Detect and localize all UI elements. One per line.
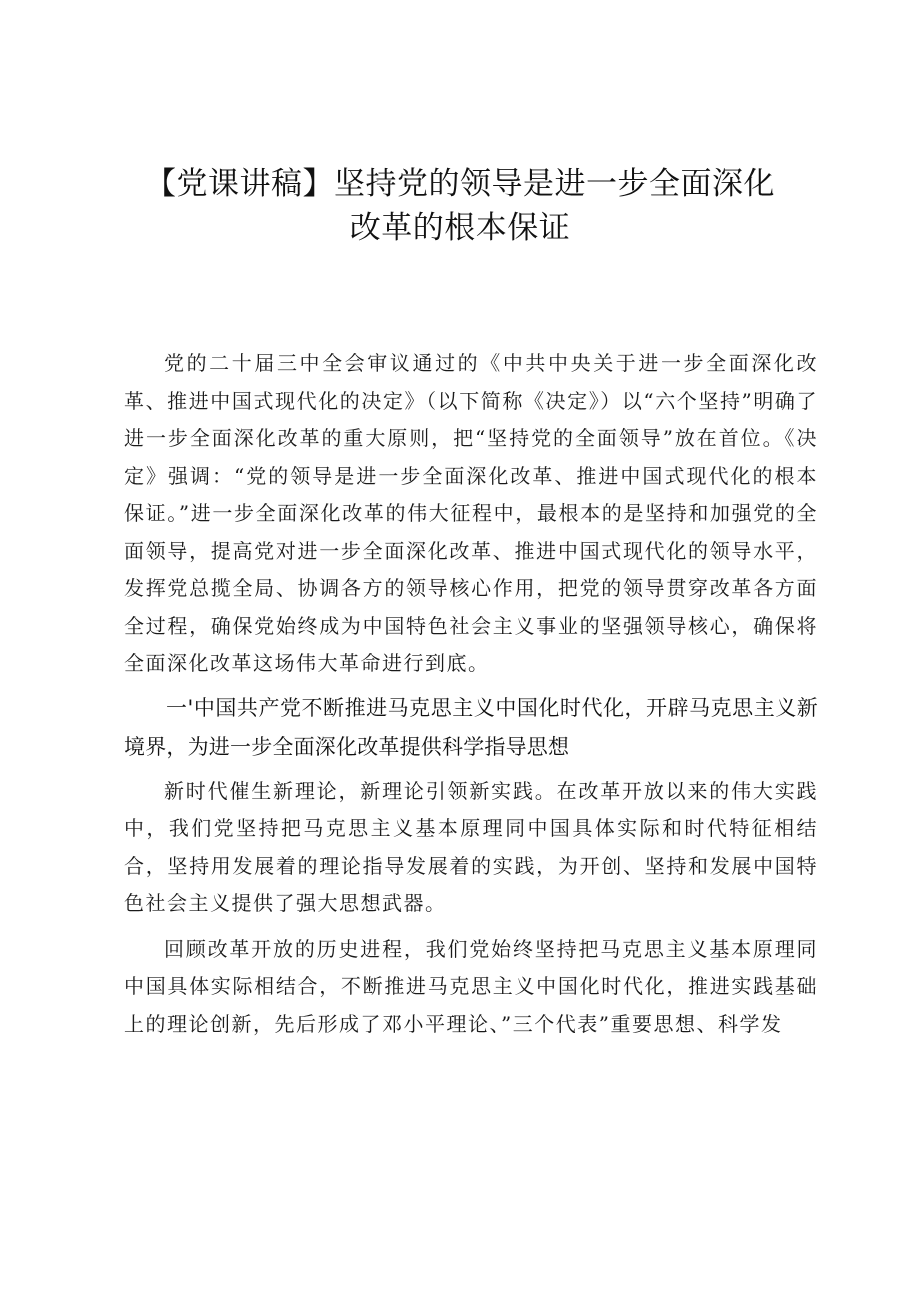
document-title xyxy=(100,162,820,250)
section-1-paragraph-2: 回顾改革开放的历史进程，我们党始终坚持把马克思主义基本原理同中国具体实际相结合，不断推进马克思主义中国化时代化，推进实践基础上的理论创新，先后形成了邓小平理论、”三个代表”重要思想、科学发 xyxy=(124,936,818,1036)
title-line-1: 【党课讲稿】坚持党的领导是进一步全面深化 xyxy=(145,166,775,202)
title-line-2: 改革的根本保证 xyxy=(349,210,571,246)
section-1-paragraph-1: 新时代催生新理论，新理论引领新实践。在改革开放以来的伟大实践中，我们党坚持把马克思主义基本原理同中国具体实际和时代特征相结合，坚持用发展着的理论指导发展着的实践，为开创、坚持和发展中国特色社会主义提供了强大思想武器。 xyxy=(124,778,818,915)
intro-paragraph: 党的二十届三中全会审议通过的《中共中央关于进一步全面深化改革、推进中国式现代化的决定》（以下简称《决定》）以“六个坚持”明确了进一步全面深化改革的重大原则，把“坚持党的全面领导”放在首位。《决定》强调：“党的领导是进一步全面深化改革、推进中国式现代化的根本保证。”进一步全面深化改革的伟大征程中，最根本的是坚持和加强党的全面领导，提高党对进一步全面深化改革、推进中国式现代化的领导水平，发挥党总揽全局、协调各方的领导核心作用，把党的领导贯穿改革各方面全过程，确保党始终成为中国特色社会主义事业的坚强领导核心，确保将全面深化改革这场伟大革命进行到底。 xyxy=(124,351,818,675)
section-1-heading: 一'中国共产党不断推进马克思主义中国化时代化，开辟马克思主义新境界，为进一步全面深化改革提供科学指导思想 xyxy=(124,695,818,759)
paragraph-gap xyxy=(124,923,818,931)
document-body xyxy=(124,345,818,1043)
